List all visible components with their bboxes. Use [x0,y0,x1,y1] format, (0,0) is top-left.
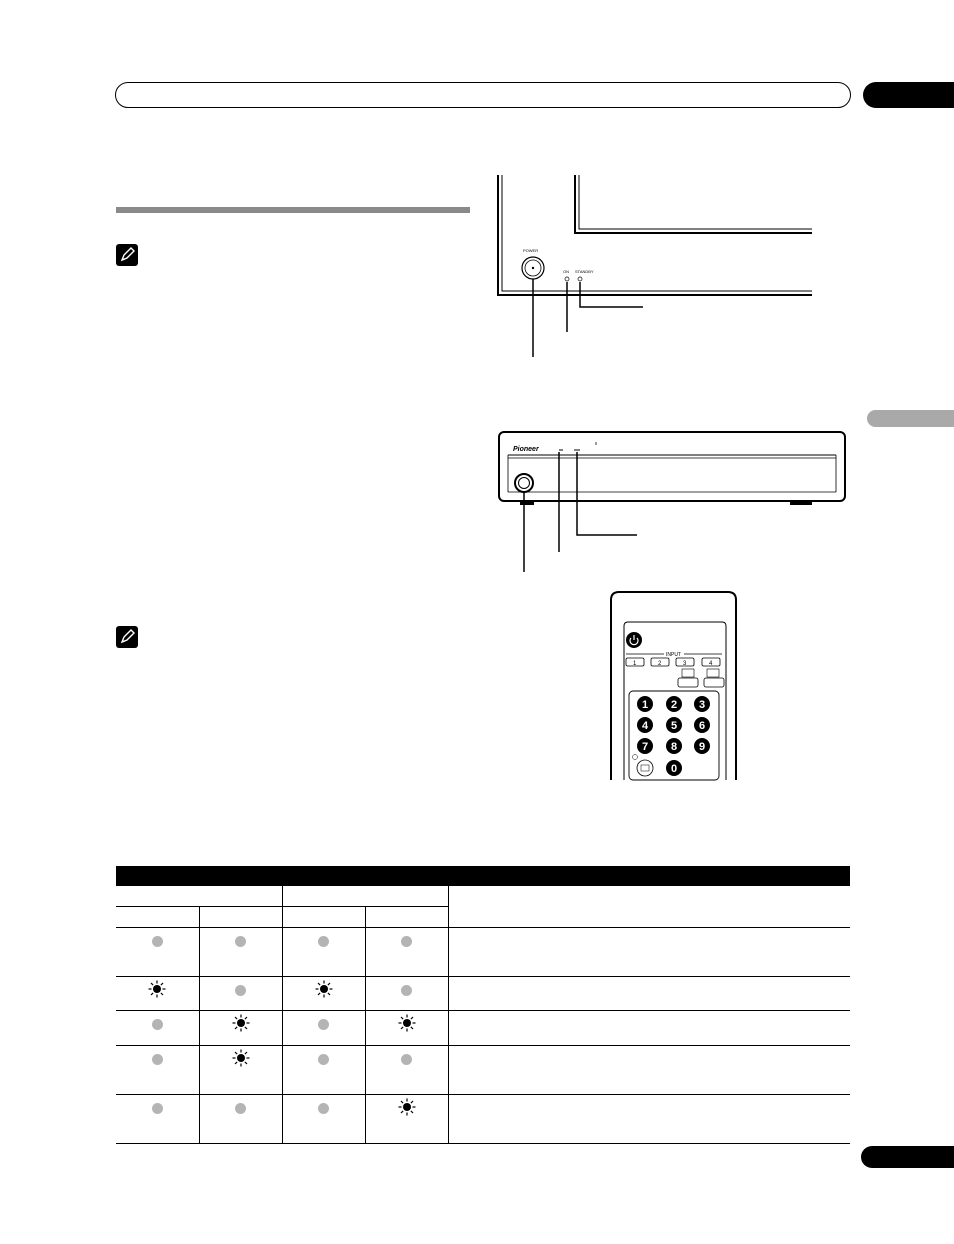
indicator-cell [282,977,365,1011]
number-key-label: 3 [698,699,706,711]
input-button-label: 3 [683,661,687,667]
number-key-label: 5 [670,720,678,732]
input-buttons [626,658,720,667]
indicator-cell [365,1046,448,1095]
table-column-header [365,907,448,928]
input-button-label: 1 [633,661,637,667]
indicator-cell [199,928,282,977]
table-row [116,928,850,977]
indicator-cell [116,1095,199,1144]
status-description-cell [448,977,850,1011]
indicator-off-icon [152,1052,163,1070]
indicator-lit-icon [398,1014,416,1037]
indicator-cell [116,977,199,1011]
indicator-cell [199,1046,282,1095]
display-front-panel [498,175,812,357]
indicator-status-table [116,866,850,1144]
table-header-bar [116,866,850,886]
table-row [116,1046,850,1095]
indicator-cell [365,1095,448,1144]
number-key-label: 7 [641,741,649,753]
number-key-label: 0 [670,763,678,775]
indicator-off-icon [235,934,246,952]
indicator-off-icon [152,1101,163,1119]
table-group-header [116,886,282,907]
standby-label: STANDBY [575,269,594,274]
input-button-label: 4 [709,661,713,667]
on-indicator [565,277,569,281]
table-group-header [282,886,448,907]
indicator-cell [282,1011,365,1046]
receiver-power-button[interactable] [515,474,533,492]
status-description-cell [448,1046,850,1095]
standby-indicator [578,277,582,281]
indicator-cell [116,1011,199,1046]
on-label: ON [563,269,569,274]
number-key-label: 1 [641,699,649,711]
indicator-cell [199,1095,282,1144]
indicator-off-icon [401,1052,412,1070]
indicator-cell [365,1011,448,1046]
remote-func-button[interactable] [704,678,724,687]
indicator-off-icon [318,934,329,952]
table-description-header [448,886,850,928]
status-description-cell [448,1095,850,1144]
indicator-lit-icon [148,980,166,1003]
indicator-lit-icon [232,1014,250,1037]
brand-logo: Pioneer [513,446,539,453]
indicator-off-icon [152,1017,163,1035]
power-label: POWER [523,248,539,253]
number-key-label: 8 [670,741,678,753]
indicator-lit-icon [315,980,333,1003]
number-key-label: 6 [698,720,706,732]
indicator-cell [199,1011,282,1046]
indicator-cell [116,928,199,977]
indicator-cell [365,928,448,977]
indicator-off-icon [318,1052,329,1070]
number-key-label: 2 [670,699,678,711]
indicator-cell [282,1046,365,1095]
status-description-cell [448,1011,850,1046]
table-column-header [116,907,199,928]
indicator-cell [116,1046,199,1095]
indicator-off-icon [235,983,246,1001]
input-label: INPUT [666,652,681,658]
receiver-standby-callout [577,452,637,535]
remote-misc-button[interactable] [637,760,653,776]
indicator-cell [282,1095,365,1144]
remote-control [611,592,736,780]
number-key-label: 4 [641,720,649,732]
table-row [116,1095,850,1144]
remote-func-button[interactable] [678,678,698,687]
table-row [116,977,850,1011]
number-keypad [633,696,711,776]
page-number-tab [861,1146,954,1168]
table-column-header [199,907,282,928]
input-button-label: 2 [658,661,662,667]
table-column-header [282,907,365,928]
indicator-lit-icon [398,1098,416,1121]
status-description-cell [448,928,850,977]
media-receiver [499,432,845,572]
indicator-lit-icon [232,1049,250,1072]
indicator-off-icon [401,983,412,1001]
indicator-off-icon [401,934,412,952]
indicator-off-icon [152,934,163,952]
indicator-cell [282,928,365,977]
indicator-cell [365,977,448,1011]
indicator-off-icon [318,1017,329,1035]
table-row [116,1011,850,1046]
indicator-off-icon [318,1101,329,1119]
indicator-cell [199,977,282,1011]
indicator-off-icon [235,1101,246,1119]
number-key-label: 9 [698,741,706,753]
